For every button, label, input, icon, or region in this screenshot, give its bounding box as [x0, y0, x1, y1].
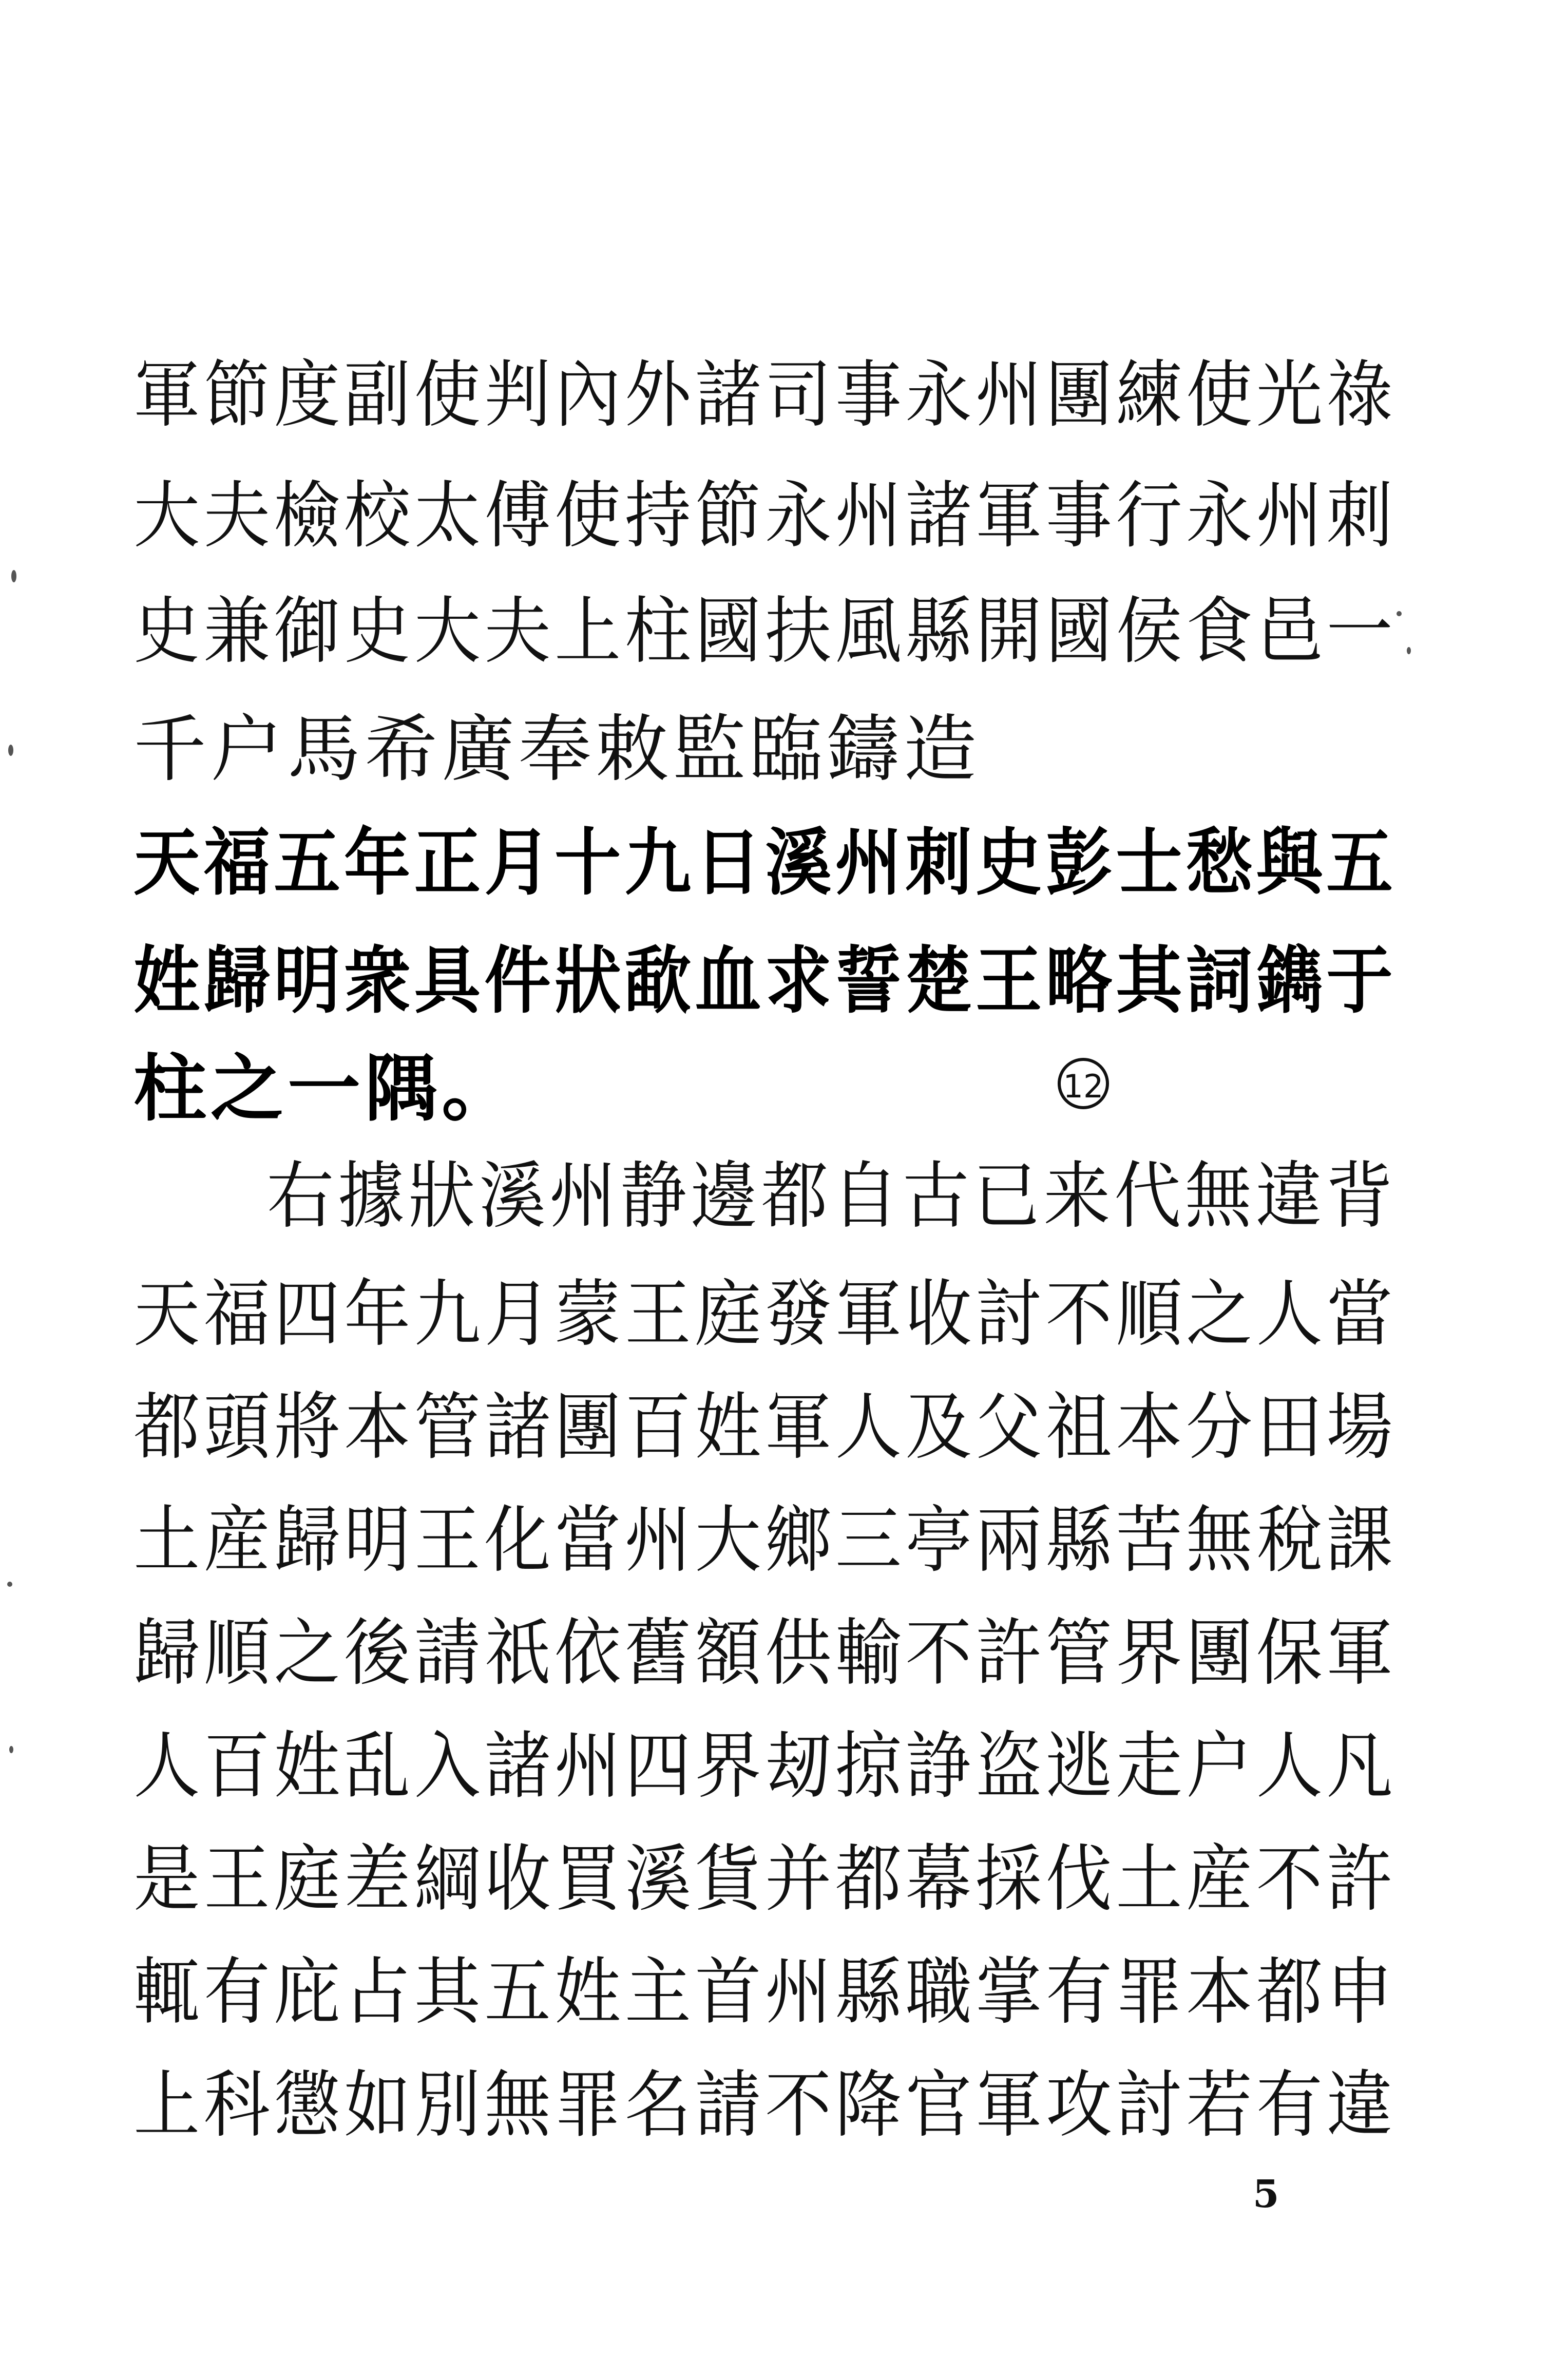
text-line-15: 輒有庇占其五姓主首州縣職掌有罪本都申 [133, 1950, 1397, 2035]
text-line-9: 天福四年九月蒙王庭發軍收討不順之人當 [133, 1272, 1397, 1357]
text-line-5: 天福五年正月十九日溪州刺史彭士愁與五 [133, 820, 1397, 905]
text-line-8: 右據狀溪州静邊都自古已来代無違背 [267, 1154, 1397, 1239]
text-line-4: 千户馬希廣奉敕監臨鑄造 [133, 707, 981, 792]
text-line-14: 是王庭差綱收買溪貨并都幕採伐土産不許 [133, 1837, 1397, 1922]
text-line-12: 歸順之後請祇依舊額供輸不許管界團保軍 [133, 1611, 1397, 1696]
text-line-11: 土産歸明王化當州大鄉三亭兩縣苦無稅課 [133, 1498, 1397, 1583]
text-line-6: 姓歸明衆具件狀歃血求誓楚王略其詞鐫于 [133, 938, 1397, 1023]
text-line-10: 都頭將本管諸團百姓軍人及父祖本分田場 [133, 1385, 1397, 1470]
text-line-3: 史兼御史大夫上柱國扶風縣開國侯食邑一 [133, 589, 1397, 674]
scan-speck [7, 1582, 12, 1587]
text-line-16: 上科懲如別無罪名請不降官軍攻討若有違 [133, 2063, 1397, 2148]
text-line-2: 大夫檢校太傅使持節永州諸軍事行永州刺 [133, 473, 1397, 558]
page-number: 5 [1253, 2172, 1279, 2216]
text-line-1: 軍節度副使判內外諸司事永州團練使光祿 [133, 353, 1397, 438]
scan-speck [9, 1746, 13, 1753]
scan-speck [1397, 611, 1402, 616]
circled-annotation-mark: 12 [1058, 1058, 1109, 1109]
scan-speck [1407, 647, 1411, 654]
scan-speck [11, 570, 16, 582]
text-line-13: 人百姓乱入諸州四界刼掠諍盗逃走户人凡 [133, 1724, 1397, 1809]
scan-speck [8, 745, 13, 756]
text-line-7: 柱之一隅。 [133, 1046, 519, 1131]
